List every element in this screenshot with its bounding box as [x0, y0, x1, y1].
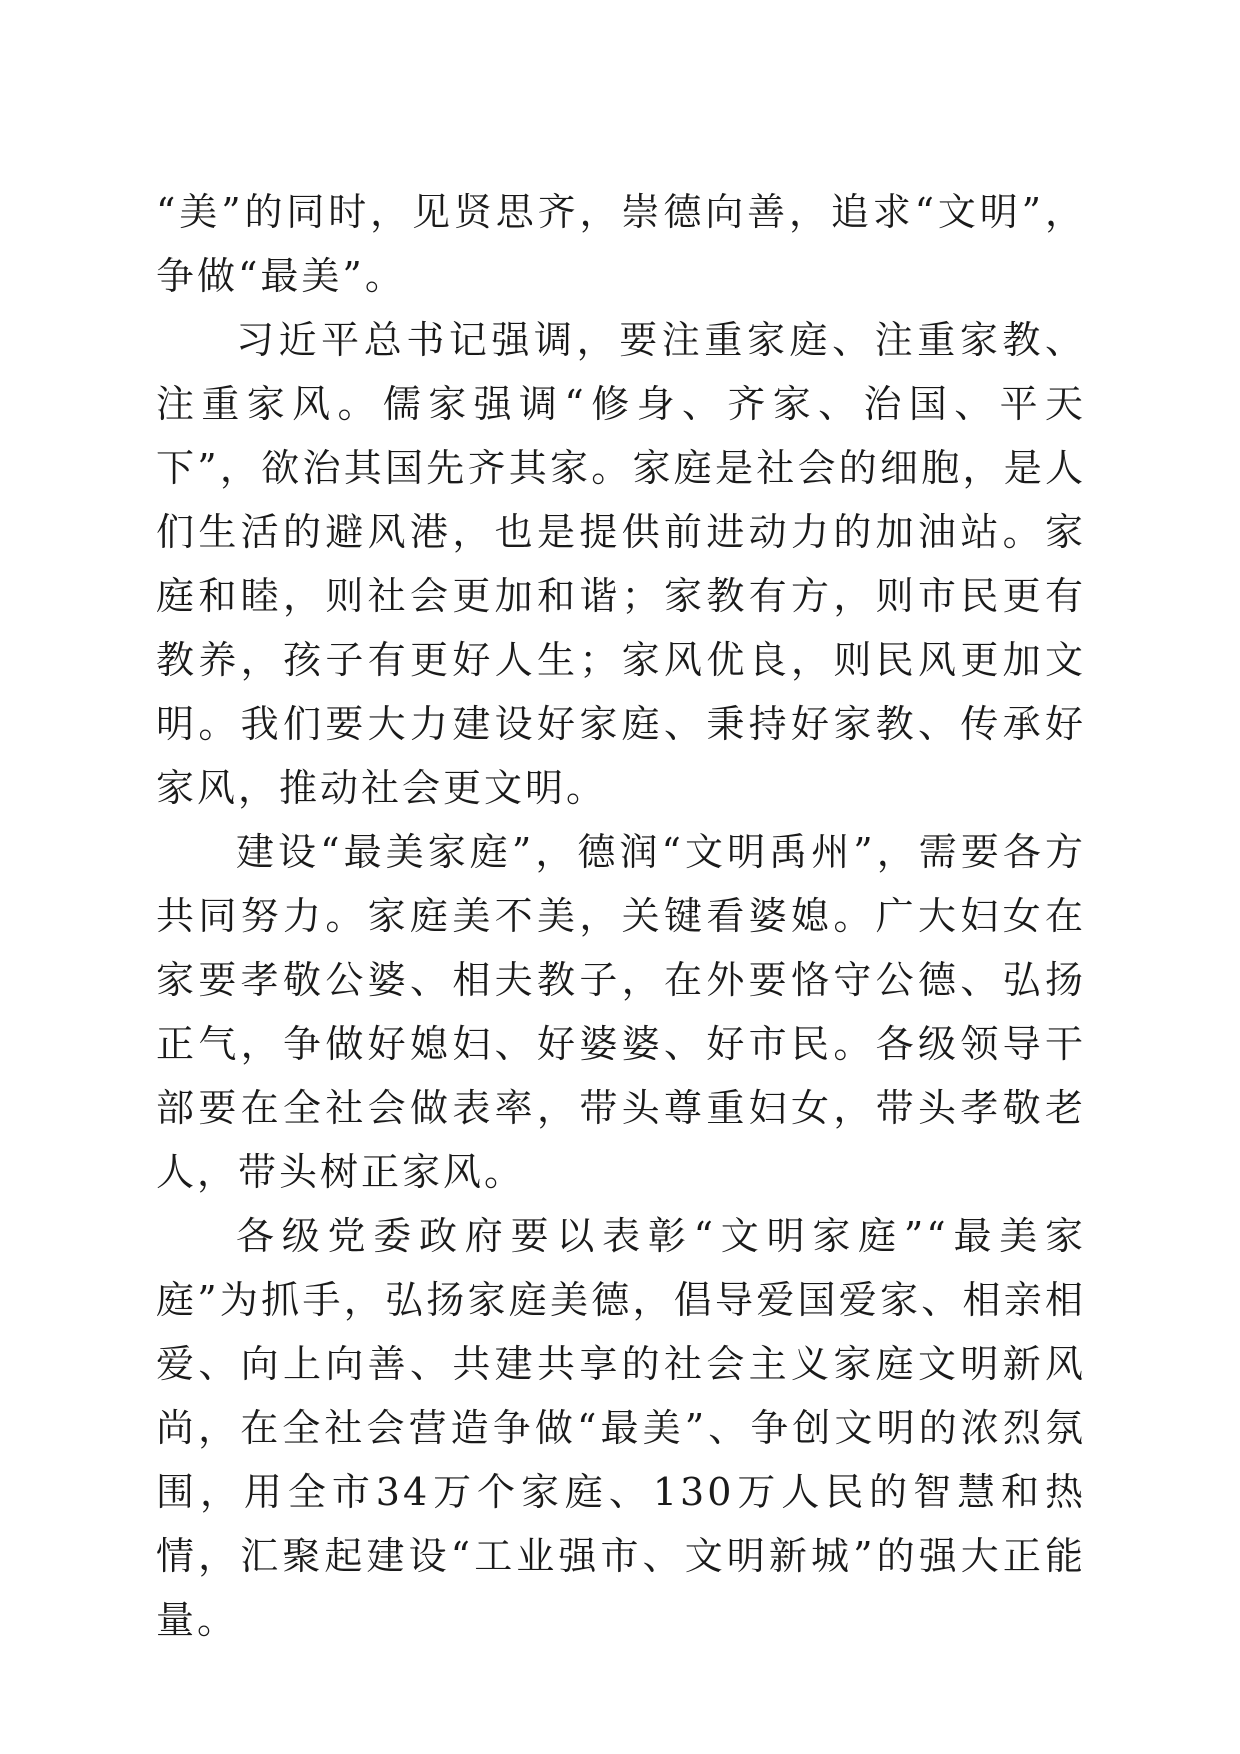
paragraph-continuation: “美”的同时，见贤思齐，崇德向善，追求“文明”，争做“最美”。 [156, 190, 1086, 298]
paragraph-family-values: 习近平总书记强调，要注重家庭、注重家教、注重家风。儒家强调“修身、齐家、治国、平天下”，欲治其国先齐其家。家庭是社会的细胞，是人们生活的避风港，也是提供前进动力的加油站。家庭和睦，则社会更加和谐；家教有方，则市民更有教养，孩子有更好人生；家风优良，则民风更加文明。我们要大力建设好家庭、秉持好家教、传承好家风，推动社会更文明。 [156, 318, 1086, 810]
paragraph-government-role: 各级党委政府要以表彰“文明家庭”“最美家庭”为抓手，弘扬家庭美德，倡导爱国爱家、相亲相爱、向上向善、共建共享的社会主义家庭文明新风尚，在全社会营造争做“最美”、争创文明的浓烈氛围，用全市34万个家庭、130万人民的智慧和热情，汇聚起建设“工业强市、文明新城”的强大正能量。 [156, 1214, 1086, 1642]
body-text [156, 180, 1086, 1652]
paragraph-joint-effort: 建设“最美家庭”，德润“文明禹州”，需要各方共同努力。家庭美不美，关键看婆媳。广大妇女在家要孝敬公婆、相夫教子，在外要恪守公德、弘扬正气，争做好媳妇、好婆婆、好市民。各级领导干部要在全社会做表率，带头尊重妇女，带头孝敬老人，带头树正家风。 [156, 830, 1086, 1194]
